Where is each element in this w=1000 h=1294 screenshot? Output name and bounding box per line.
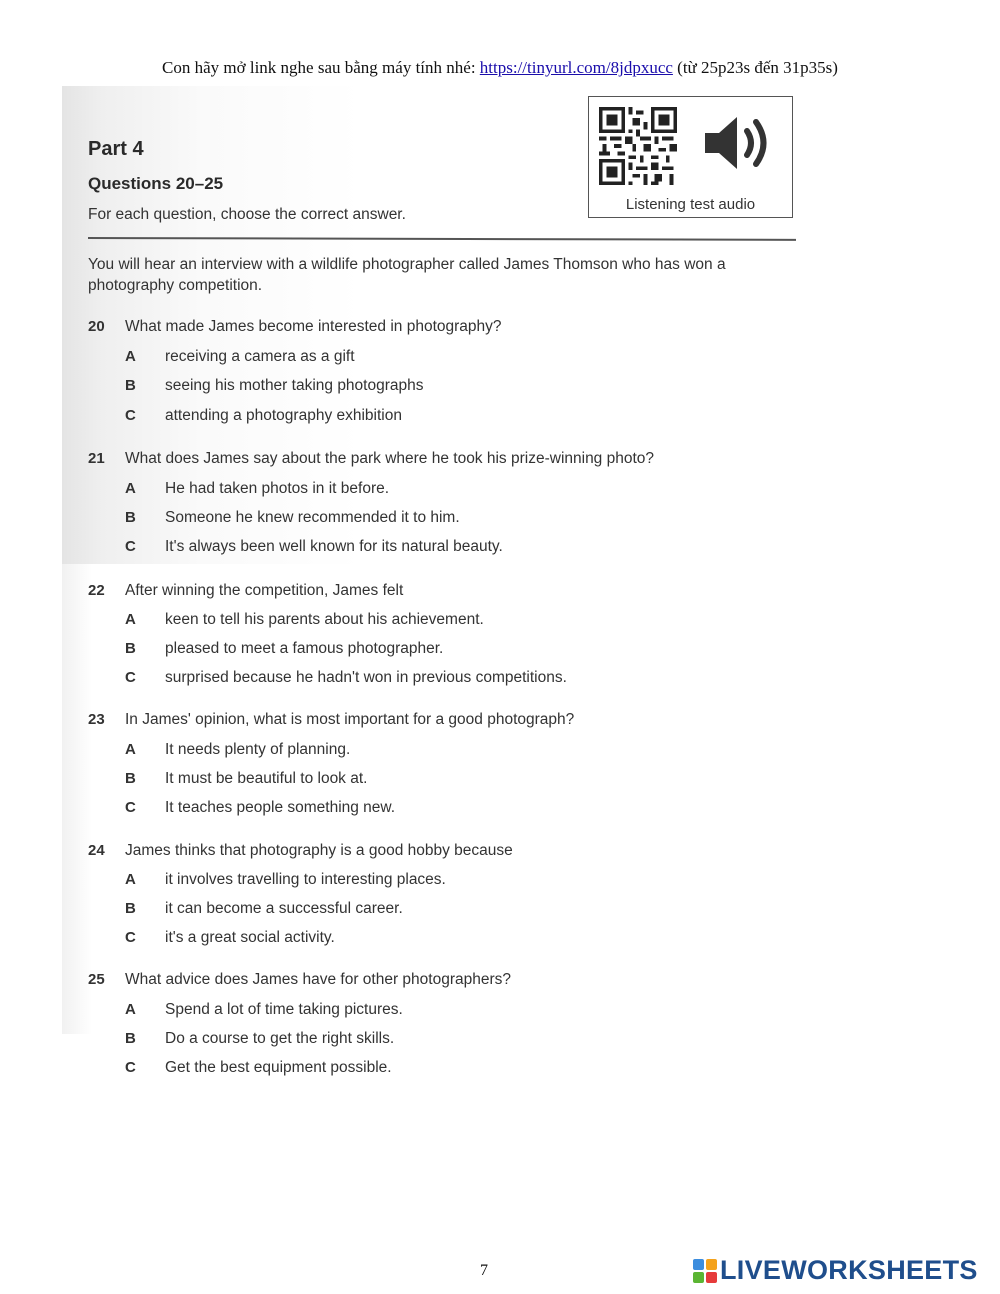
option-24-b[interactable] bbox=[125, 900, 403, 918]
option-letter: A bbox=[125, 741, 136, 758]
question-text: What advice does James have for other photographers? bbox=[125, 971, 512, 988]
option-text: It teaches people something new. bbox=[165, 799, 396, 816]
option-22-c[interactable] bbox=[125, 669, 567, 687]
option-22-a[interactable] bbox=[125, 611, 484, 629]
option-letter: C bbox=[125, 799, 136, 816]
audio-box[interactable] bbox=[588, 96, 793, 218]
option-text: Get the best equipment possible. bbox=[165, 1059, 392, 1076]
option-23-c[interactable] bbox=[125, 799, 395, 817]
page-number: 7 bbox=[480, 1262, 488, 1279]
option-letter: A bbox=[125, 348, 136, 365]
question-number: 25 bbox=[88, 971, 105, 988]
option-letter: C bbox=[125, 1059, 136, 1076]
option-23-a[interactable] bbox=[125, 741, 350, 759]
option-text: pleased to meet a famous photographer. bbox=[165, 640, 444, 657]
option-text: Someone he knew recommended it to him. bbox=[165, 509, 460, 526]
option-letter: B bbox=[125, 900, 136, 917]
qr-code-icon[interactable] bbox=[599, 107, 677, 185]
option-24-c[interactable] bbox=[125, 929, 335, 947]
question-range: Questions 20–25 bbox=[88, 174, 224, 193]
option-25-a[interactable] bbox=[125, 1001, 403, 1019]
option-text: Do a course to get the right skills. bbox=[165, 1030, 395, 1047]
question-number: 24 bbox=[88, 842, 105, 859]
option-text: attending a photography exhibition bbox=[165, 407, 402, 424]
option-letter: B bbox=[125, 1030, 136, 1047]
question-number: 23 bbox=[88, 711, 105, 728]
option-text: He had taken photos in it before. bbox=[165, 480, 390, 497]
option-text: it's a great social activity. bbox=[165, 929, 335, 946]
speaker-icon[interactable] bbox=[701, 111, 775, 175]
option-letter: B bbox=[125, 770, 136, 787]
audio-link[interactable]: https://tinyurl.com/8jdpxucc bbox=[479, 58, 673, 77]
option-21-c[interactable] bbox=[125, 538, 503, 556]
question-text: What made James become interested in photography? bbox=[125, 318, 502, 335]
intro-text: You will hear an interview with a wildlife photographer called James Thomson who has won a photography competition. bbox=[88, 256, 726, 294]
option-text: It needs plenty of planning. bbox=[165, 741, 351, 758]
option-letter: A bbox=[125, 480, 136, 497]
option-text: it can become a successful career. bbox=[165, 900, 403, 917]
option-20-b[interactable] bbox=[125, 377, 424, 395]
option-22-b[interactable] bbox=[125, 640, 443, 658]
option-text: receiving a camera as a gift bbox=[165, 348, 355, 365]
option-21-b[interactable] bbox=[125, 509, 460, 527]
option-text: It must be beautiful to look at. bbox=[165, 770, 368, 787]
option-20-c[interactable] bbox=[125, 407, 402, 425]
option-20-a[interactable] bbox=[125, 348, 355, 366]
option-25-c[interactable] bbox=[125, 1059, 392, 1077]
liveworksheets-logo[interactable] bbox=[692, 1255, 978, 1286]
option-letter: A bbox=[125, 1001, 136, 1018]
option-25-b[interactable] bbox=[125, 1030, 394, 1048]
option-text: surprised because he hadn't won in previous competitions. bbox=[165, 669, 567, 686]
option-text: Spend a lot of time taking pictures. bbox=[165, 1001, 403, 1018]
header-note-before: Con hãy mở link nghe sau bằng máy tính nhé: bbox=[162, 58, 480, 77]
option-letter: A bbox=[125, 611, 136, 628]
logo-text: LIVEWORKSHEETS bbox=[720, 1255, 978, 1285]
option-letter: C bbox=[125, 929, 136, 946]
option-letter: B bbox=[125, 640, 136, 657]
option-letter: A bbox=[125, 871, 136, 888]
option-24-a[interactable] bbox=[125, 871, 446, 889]
header-note-after: (từ 25p23s đến 31p35s) bbox=[672, 58, 838, 77]
question-text: After winning the competition, James felt bbox=[125, 582, 404, 599]
question-number: 21 bbox=[88, 450, 105, 467]
option-letter: C bbox=[125, 538, 136, 555]
option-letter: B bbox=[125, 377, 136, 394]
option-23-b[interactable] bbox=[125, 770, 367, 788]
option-text: It's always been well known for its natural beauty. bbox=[165, 538, 503, 555]
question-number: 20 bbox=[88, 318, 105, 335]
question-number: 22 bbox=[88, 582, 105, 599]
part-title: Part 4 bbox=[88, 138, 144, 160]
header-note bbox=[0, 58, 1000, 78]
question-text: What does James say about the park where he took his prize-winning photo? bbox=[125, 450, 655, 467]
question-text: James thinks that photography is a good hobby because bbox=[125, 842, 513, 859]
option-21-a[interactable] bbox=[125, 480, 389, 498]
option-letter: C bbox=[125, 407, 136, 424]
liveworksheets-mark-icon bbox=[692, 1258, 718, 1284]
scan-shadow-lower bbox=[62, 564, 92, 1034]
audio-caption: Listening test audio bbox=[625, 196, 756, 213]
option-letter: C bbox=[125, 669, 136, 686]
option-text: it involves travelling to interesting places. bbox=[165, 871, 446, 888]
option-text: seeing his mother taking photographs bbox=[165, 377, 424, 394]
option-text: keen to tell his parents about his achievement. bbox=[165, 611, 484, 628]
option-letter: B bbox=[125, 509, 136, 526]
question-text: In James' opinion, what is most important for a good photograph? bbox=[125, 711, 575, 728]
instruction: For each question, choose the correct answer. bbox=[88, 206, 406, 223]
